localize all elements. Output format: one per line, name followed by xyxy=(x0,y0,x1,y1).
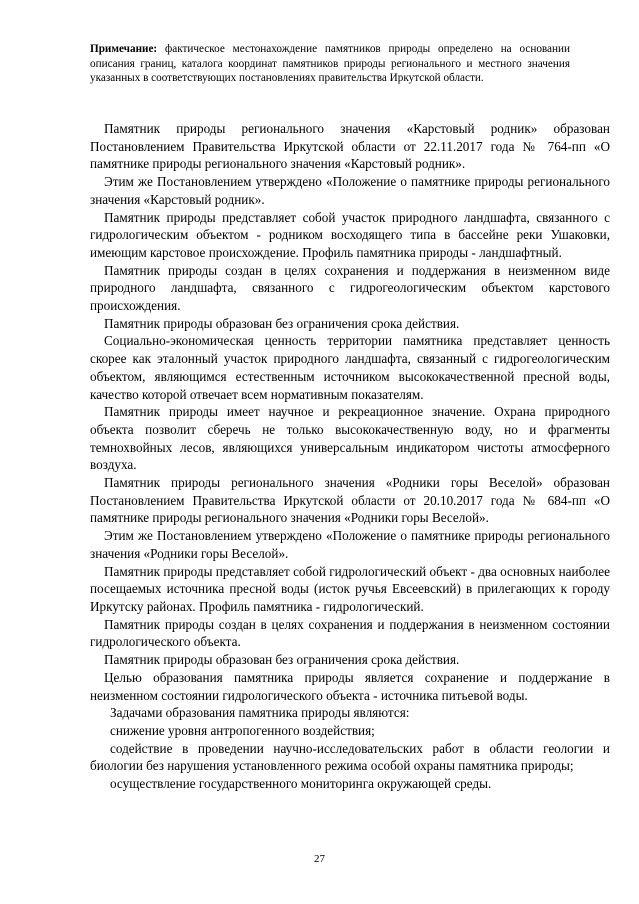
note-label: Примечание: xyxy=(90,43,158,55)
paragraph: Памятник природы представляет собой гидрологический объект - два основных наиболее посещаемых источника пресной воды (исток ручья Евсеевский) в прилегающих к городу Иркутску районах. Профиль памятника - гидрологический. xyxy=(90,563,610,614)
paragraph: Этим же Постановлением утверждено «Положение о памятнике природы регионального значения «Карстовый родник». xyxy=(90,174,610,207)
page-number: 27 xyxy=(314,853,325,865)
document-body xyxy=(90,120,610,793)
paragraph: Памятник природы представляет собой участок природного ландшафта, связанного с гидрологическим объектом - родником восходящего типа в бассейне реки Ушаковки, имеющим карстовое происхождение. Профиль памятника природы - ландшафтный. xyxy=(90,209,610,260)
paragraph: Этим же Постановлением утверждено «Положение о памятнике природы регионального значения «Родники горы Веселой». xyxy=(90,528,610,561)
paragraph: Задачами образования памятника природы являются: xyxy=(110,705,410,721)
paragraph: Памятник природы создан в целях сохранения и поддержания в неизменном виде природного ландшафта, связанного с гидрогеологическим объектом карстового происхождения. xyxy=(90,262,610,314)
note-text: фактическое местонахождение памятников природы определено на основании описания границ, каталога координат памятников природы регионального и местного значения указанных в соответствующих постановлениях правительства Иркутской области. xyxy=(90,43,570,84)
note-block xyxy=(90,42,570,86)
paragraph: Целью образования памятника природы является сохранение и поддержание в неизменном состоянии гидрологического объекта - источника питьевой воды. xyxy=(90,669,610,703)
list-item: содействие в проведении научно-исследовательских работ в области геологии и биологии без нарушения установленного режима особой охраны памятника природы; xyxy=(90,740,610,774)
list-item: снижение уровня антропогенного воздействия; xyxy=(110,722,375,738)
paragraph: Памятник природы регионального значения «Родники горы Веселой» образован Постановлением Правительства Иркутской области от 20.10.2017 года № 684-пп «О памятнике природы регионального значения «Родники горы Веселой». xyxy=(90,475,610,526)
list-item: осуществление государственного мониторинга окружающей среды. xyxy=(110,776,492,792)
paragraph: Памятник природы имеет научное и рекреационное значение. Охрана природного объекта позволит сберечь не только высококачественную воду, но и фрагменты темнохвойных лесов, являющихся универсальным индикатором чистоты атмосферного воздуха. xyxy=(90,404,610,473)
paragraph: Социально-экономическая ценность территории памятника представляет ценность скорее как эталонный участок природного ландшафта, связанный с гидрогеологическим объектом, являющимся естественным источником высококачественной пресной воды, качество которой отвечает всем нормативным показателям. xyxy=(90,333,610,402)
paragraph: Памятник природы образован без ограничения срока действия. xyxy=(104,315,460,331)
paragraph: Памятник природы создан в целях сохранения и поддержания в неизменном состоянии гидрологического объекта. xyxy=(90,616,610,650)
paragraph: Памятник природы регионального значения «Карстовый родник» образован Постановлением Правительства Иркутской области от 22.11.2017 года № 764-пп «О памятнике природы регионального значения «Карстовый родник». xyxy=(90,121,610,172)
paragraph: Памятник природы образован без ограничения срока действия. xyxy=(104,652,460,668)
